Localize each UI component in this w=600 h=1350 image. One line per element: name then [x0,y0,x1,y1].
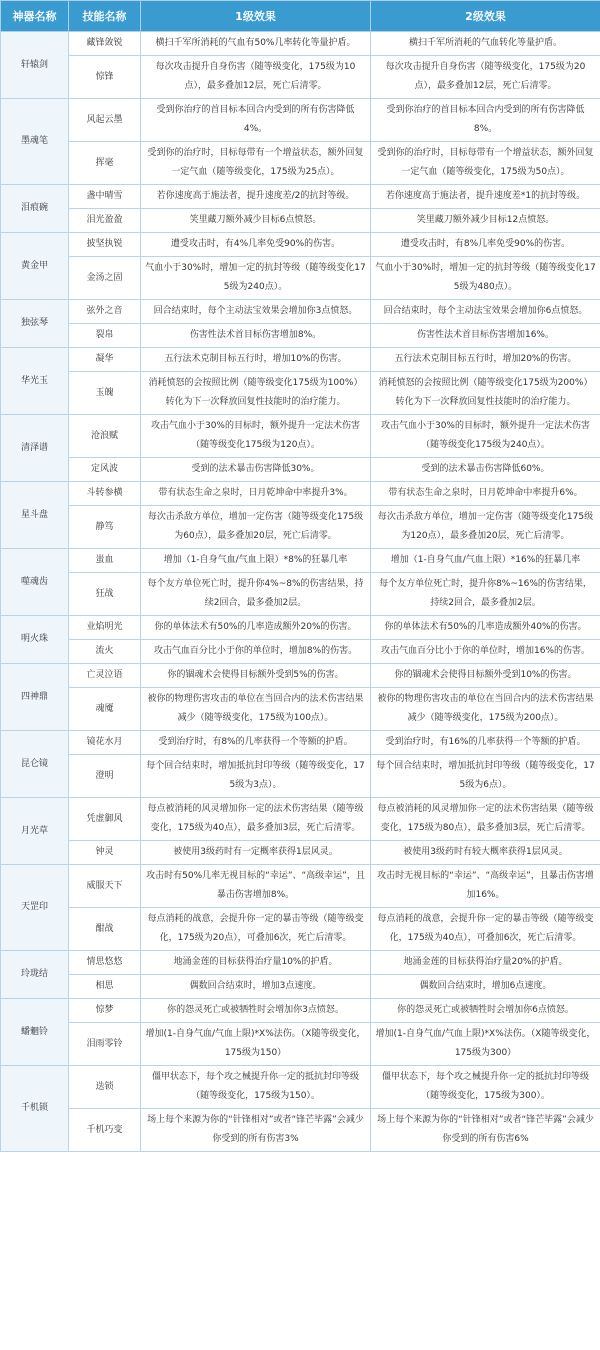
level2-effect: 若你速度高于施法者，提升速度差*1的抗封等级。 [371,185,600,209]
table-body [1,32,600,1152]
table-row [1,482,600,506]
table-row [1,1109,600,1152]
level1-effect: 每次击杀敌方单位，增加一定伤害（随等级变化175级为60点），最多叠加20层，死亡后清零。 [141,506,371,549]
level2-effect: 受到治疗时，有16%的几率获得一个等额的护盾。 [371,731,600,755]
table-row [1,865,600,908]
table-row [1,233,600,257]
level2-effect: 遭受攻击时，有8%几率免受90%的伤害。 [371,233,600,257]
level1-effect: 僵甲状态下，每个攻之械提升你一定的抵抗封印等级（随等级变化，175级为150）。 [141,1066,371,1109]
skill-name: 裂帛 [69,324,141,348]
table-row [1,458,600,482]
skill-name: 泪光盈盈 [69,209,141,233]
table-row [1,324,600,348]
level2-effect: 攻击气血小于30%的目标时，额外提升一定法术伤害（随等级变化175级为240点）。 [371,415,600,458]
level2-effect: 每个友方单位死亡时，提升你8%~16%的伤害结果，持续2回合，最多叠加2层。 [371,573,600,616]
skill-name: 挥毫 [69,142,141,185]
level2-effect: 每点消耗的战意，会提升你一定的暴击等级（随等级变化，175级为40点），可叠加6次，死亡后清零。 [371,908,600,951]
header-level2-effect: 2级效果 [371,1,600,32]
header-level1-effect: 1级效果 [141,1,371,32]
table-row [1,99,600,142]
table-row [1,688,600,731]
level1-effect: 被你的物理伤害攻击的单位在当回合内的法术伤害结果减少（随等级变化，175级为100点）。 [141,688,371,731]
table-row [1,549,600,573]
skill-name: 惊梦 [69,999,141,1023]
level1-effect: 遭受攻击时，有4%几率免受90%的伤害。 [141,233,371,257]
skill-name: 流火 [69,640,141,664]
artifact-name: 明火珠 [1,616,69,664]
artifact-name: 噬魂齿 [1,549,69,616]
table-row [1,999,600,1023]
level2-effect: 场上每个来源为你的“针锋相对”或者“锋芒毕露”会减少你受到的所有伤害6% [371,1109,600,1152]
table-row [1,664,600,688]
level2-effect: 受到的法术暴击伤害降低60%。 [371,458,600,482]
level1-effect: 伤害性法术首目标伤害增加8%。 [141,324,371,348]
level1-effect: 你的怨灵死亡或被牺牲时会增加你3点愤怒。 [141,999,371,1023]
level2-effect: 五行法术克制目标五行时，增加20%的伤害。 [371,348,600,372]
artifact-name: 星斗盘 [1,482,69,549]
skill-name: 静笃 [69,506,141,549]
level2-effect: 气血小于30%时，增加一定的抗封等级（随等级变化175级为480点）。 [371,257,600,300]
level2-effect: 偶数回合结束时，增加6点速度。 [371,975,600,999]
skill-name: 钟灵 [69,841,141,865]
skill-name: 狂战 [69,573,141,616]
header-skill-name: 技能名称 [69,1,141,32]
skill-name: 镜花水月 [69,731,141,755]
level2-effect: 带有状态生命之泉时，日月乾坤命中率提升6%。 [371,482,600,506]
level1-effect: 受到治疗时，有8%的几率获得一个等额的护盾。 [141,731,371,755]
table-row [1,300,600,324]
level1-effect: 每个友方单位死亡时，提升你4%~8%的伤害结果，持续2回合，最多叠加2层。 [141,573,371,616]
level2-effect: 僵甲状态下，每个攻之械提升你一定的抵抗封印等级（随等级变化，175级为300）。 [371,1066,600,1109]
skill-name: 情思悠悠 [69,951,141,975]
skill-name: 斗转参横 [69,482,141,506]
skill-name: 魂魇 [69,688,141,731]
table-row [1,841,600,865]
artifact-name: 清泽谱 [1,415,69,482]
level1-effect: 受到的法术暴击伤害降低30%。 [141,458,371,482]
table-row [1,32,600,56]
table-row [1,506,600,549]
table-row [1,372,600,415]
skill-name: 惊锋 [69,56,141,99]
level1-effect: 增加（1-自身气血/气血上限）*8%的狂暴几率 [141,549,371,573]
level1-effect: 每次攻击提升自身伤害（随等级变化，175级为10点），最多叠加12层，死亡后清零。 [141,56,371,99]
skill-name: 定风波 [69,458,141,482]
artifact-name: 黄金甲 [1,233,69,300]
header-row [1,1,600,32]
table-row [1,731,600,755]
level1-effect: 场上每个来源为你的“针锋相对”或者“锋芒毕露”会减少你受到的所有伤害3% [141,1109,371,1152]
level2-effect: 每点被消耗的风灵增加你一定的法术伤害结果（随等级变化，175级为80点），最多叠加3层，死亡后清零。 [371,798,600,841]
level1-effect: 消耗愤怒的会按照比例（随等级变化175级为100%）转化为下一次释放回复性技能时的治疗能力。 [141,372,371,415]
table-row [1,209,600,233]
level2-effect: 被你的物理伤害攻击的单位在当回合内的法术伤害结果减少（随等级变化，175级为200点）。 [371,688,600,731]
level1-effect: 受到你的治疗时，目标每带有一个增益状态，额外回复一定气血（随等级变化，175级为25点）。 [141,142,371,185]
level1-effect: 笑里藏刀额外减少目标6点愤怒。 [141,209,371,233]
skill-name: 风起云墨 [69,99,141,142]
table-row [1,56,600,99]
level1-effect: 回合结束时，每个主动法宝效果会增加你3点愤怒。 [141,300,371,324]
skill-name: 玉魄 [69,372,141,415]
skill-name: 弦外之音 [69,300,141,324]
level2-effect: 消耗愤怒的会按照比例（随等级变化175级为200%）转化为下一次释放回复性技能时的治疗能力。 [371,372,600,415]
skill-name: 迭锁 [69,1066,141,1109]
level1-effect: 攻击气血百分比小于你的单位时，增加8%的伤害。 [141,640,371,664]
level2-effect: 增加（1-自身气血/气血上限）*16%的狂暴几率 [371,549,600,573]
artifact-name: 蟠魍铃 [1,999,69,1066]
level1-effect: 攻击气血小于30%的目标时，额外提升一定法术伤害（随等级变化175级为120点）。 [141,415,371,458]
level2-effect: 你的单体法术有50%的几率造成额外40%的伤害。 [371,616,600,640]
artifact-name: 昆仑镜 [1,731,69,798]
level2-effect: 攻击时无视目标的“幸运”、“高级幸运”，且暴击伤害增加16%。 [371,865,600,908]
level2-effect: 攻击气血百分比小于你的单位时，增加16%的伤害。 [371,640,600,664]
level1-effect: 偶数回合结束时，增加3点速度。 [141,975,371,999]
level1-effect: 带有状态生命之泉时，日月乾坤命中率提升3%。 [141,482,371,506]
artifact-name: 玲珑结 [1,951,69,999]
level1-effect: 攻击时有50%几率无视目标的“幸运”、“高级幸运”，且暴击伤害增加8%。 [141,865,371,908]
level2-effect: 笑里藏刀额外减少目标12点愤怒。 [371,209,600,233]
skill-name: 金汤之固 [69,257,141,300]
table-row [1,142,600,185]
table-row [1,257,600,300]
header-artifact-name: 神器名称 [1,1,69,32]
level1-effect: 若你速度高于施法者，提升速度差/2的抗封等级。 [141,185,371,209]
level1-effect: 地涌金莲的目标获得治疗量10%的护盾。 [141,951,371,975]
artifact-name: 墨魂笔 [1,99,69,185]
level2-effect: 你的锢魂术会使得目标额外受到10%的伤害。 [371,664,600,688]
skill-name: 业焰明光 [69,616,141,640]
skill-name: 相思 [69,975,141,999]
level1-effect: 每点消耗的战意，会提升你一定的暴击等级（随等级变化，175级为20点），可叠加6次，死亡后清零。 [141,908,371,951]
skill-name: 泪雨零铃 [69,1023,141,1066]
table-row [1,908,600,951]
level1-effect: 每个回合结束时，增加抵抗封印等级（随等级变化，175级为3点）。 [141,755,371,798]
skill-name: 蚩血 [69,549,141,573]
skill-name: 凝华 [69,348,141,372]
skill-name: 千机巧变 [69,1109,141,1152]
level1-effect: 五行法术克制目标五行时，增加10%的伤害。 [141,348,371,372]
level1-effect: 受到你治疗的首目标本回合内受到的所有伤害降低4%。 [141,99,371,142]
level2-effect: 每次击杀敌方单位，增加一定伤害（随等级变化175级为120点），最多叠加20层，死亡后清零。 [371,506,600,549]
level1-effect: 气血小于30%时，增加一定的抗封等级（随等级变化175级为240点）。 [141,257,371,300]
level1-effect: 增加(1-自身气血/气血上限)*X%法伤。（X随等级变化，175级为150） [141,1023,371,1066]
artifact-name: 华光玉 [1,348,69,415]
skill-name: 披坚执锐 [69,233,141,257]
artifact-name: 千机锁 [1,1066,69,1152]
level1-effect: 被使用3级药时有一定概率获得1层风灵。 [141,841,371,865]
level1-effect: 你的单体法术有50%的几率造成额外20%的伤害。 [141,616,371,640]
artifact-name: 月光草 [1,798,69,865]
level2-effect: 地涌金莲的目标获得治疗量20%的护盾。 [371,951,600,975]
skill-name: 沧浪赋 [69,415,141,458]
level1-effect: 每点被消耗的风灵增加你一定的法术伤害结果（随等级变化，175级为40点），最多叠加3层，死亡后清零。 [141,798,371,841]
artifact-name: 四神鼎 [1,664,69,731]
table-row [1,185,600,209]
artifact-name: 轩辕剑 [1,32,69,99]
level2-effect: 回合结束时，每个主动法宝效果会增加你6点愤怒。 [371,300,600,324]
skill-name: 威服天下 [69,865,141,908]
table-row [1,415,600,458]
skill-name: 盏中晴雪 [69,185,141,209]
skill-name: 藏锋敛锐 [69,32,141,56]
table-row [1,1066,600,1109]
level2-effect: 被使用3级药时有较大概率获得1层风灵。 [371,841,600,865]
level1-effect: 横扫千军所消耗的气血有50%几率转化等量护盾。 [141,32,371,56]
table-row [1,798,600,841]
artifact-name: 独弦琴 [1,300,69,348]
table-row [1,755,600,798]
table-row [1,573,600,616]
skill-name: 澄明 [69,755,141,798]
artifact-name: 泪痕碗 [1,185,69,233]
level2-effect: 你的怨灵死亡或被牺牲时会增加你6点愤怒。 [371,999,600,1023]
table-row [1,616,600,640]
level1-effect: 你的锢魂术会使得目标额外受到5%的伤害。 [141,664,371,688]
level2-effect: 每次攻击提升自身伤害（随等级变化，175级为20点），最多叠加12层，死亡后清零。 [371,56,600,99]
level2-effect: 每个回合结束时，增加抵抗封印等级（随等级变化，175级为6点）。 [371,755,600,798]
skill-name: 凭虚御风 [69,798,141,841]
skill-name: 亡灵泣语 [69,664,141,688]
level2-effect: 横扫千军所消耗的气血转化等量护盾。 [371,32,600,56]
table-row [1,348,600,372]
table-row [1,975,600,999]
artifact-name: 天罡印 [1,865,69,951]
skill-name: 酣战 [69,908,141,951]
table-row [1,951,600,975]
level2-effect: 受到你的治疗时，目标每带有一个增益状态，额外回复一定气血（随等级变化，175级为50点）。 [371,142,600,185]
level2-effect: 伤害性法术首目标伤害增加16%。 [371,324,600,348]
table-row [1,640,600,664]
level2-effect: 受到你治疗的首目标本回合内受到的所有伤害降低8%。 [371,99,600,142]
table-row [1,1023,600,1066]
level2-effect: 增加(1-自身气血/气血上限)*X%法伤。（X随等级变化，175级为300） [371,1023,600,1066]
